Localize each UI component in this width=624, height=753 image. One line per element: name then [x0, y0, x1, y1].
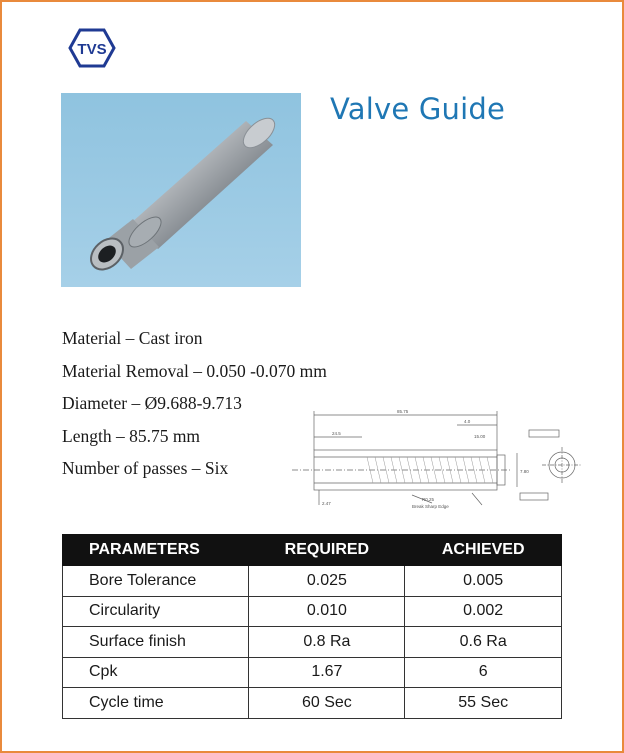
spec-material-removal: Material Removal – 0.050 -0.070 mm: [62, 360, 327, 381]
cell-parameter: Surface finish: [63, 627, 249, 658]
cell-required: 1.67: [249, 657, 405, 688]
cell-required: 0.010: [249, 596, 405, 627]
technical-drawing: [272, 405, 582, 513]
spec-passes: Number of passes – Six: [62, 458, 229, 478]
cell-required: 0.8 Ra: [249, 627, 405, 658]
spec-length: Length – 85.75 mm: [62, 425, 201, 446]
cell-achieved: 55 Sec: [405, 688, 562, 719]
dim-step-length: 4.0: [464, 419, 471, 424]
note-break-edge: Break Sharp Edge: [412, 504, 449, 509]
dim-chamfer: 2.47: [322, 501, 331, 506]
table-header-row: [63, 535, 562, 566]
table-row: [63, 688, 562, 719]
table-row: [63, 627, 562, 658]
table-row: [63, 657, 562, 688]
dim-radius: R0.25: [422, 497, 435, 502]
cell-achieved: 0.005: [405, 566, 562, 597]
dim-step-width: 15.00: [474, 434, 486, 439]
valve-guide-photo: [61, 93, 301, 287]
cell-parameter: Cycle time: [63, 688, 249, 719]
cell-parameter: Bore Tolerance: [63, 566, 249, 597]
svg-text:TVS: TVS: [77, 41, 107, 58]
header-required: REQUIRED: [249, 535, 405, 566]
results-table: [62, 534, 562, 719]
header-parameters: PARAMETERS: [63, 535, 249, 566]
cell-achieved: 0.6 Ra: [405, 627, 562, 658]
cell-achieved: 0.002: [405, 596, 562, 627]
table-row: [63, 566, 562, 597]
cell-parameter: Cpk: [63, 657, 249, 688]
cell-required: 60 Sec: [249, 688, 405, 719]
spec-diameter: Diameter – Ø9.688-9.713: [62, 393, 242, 413]
cell-parameter: Circularity: [63, 596, 249, 627]
dim-bore-length: 24.5: [332, 431, 341, 436]
page-title: Valve Guide: [330, 92, 505, 126]
cell-achieved: 6: [405, 657, 562, 688]
header-achieved: ACHIEVED: [405, 535, 562, 566]
tvs-logo: [68, 28, 116, 68]
cell-required: 0.025: [249, 566, 405, 597]
spec-material: Material – Cast iron: [62, 328, 203, 348]
dim-overall-length: 85.75: [397, 409, 409, 414]
dim-outer-diameter: 7.80: [520, 469, 529, 474]
table-row: [63, 596, 562, 627]
